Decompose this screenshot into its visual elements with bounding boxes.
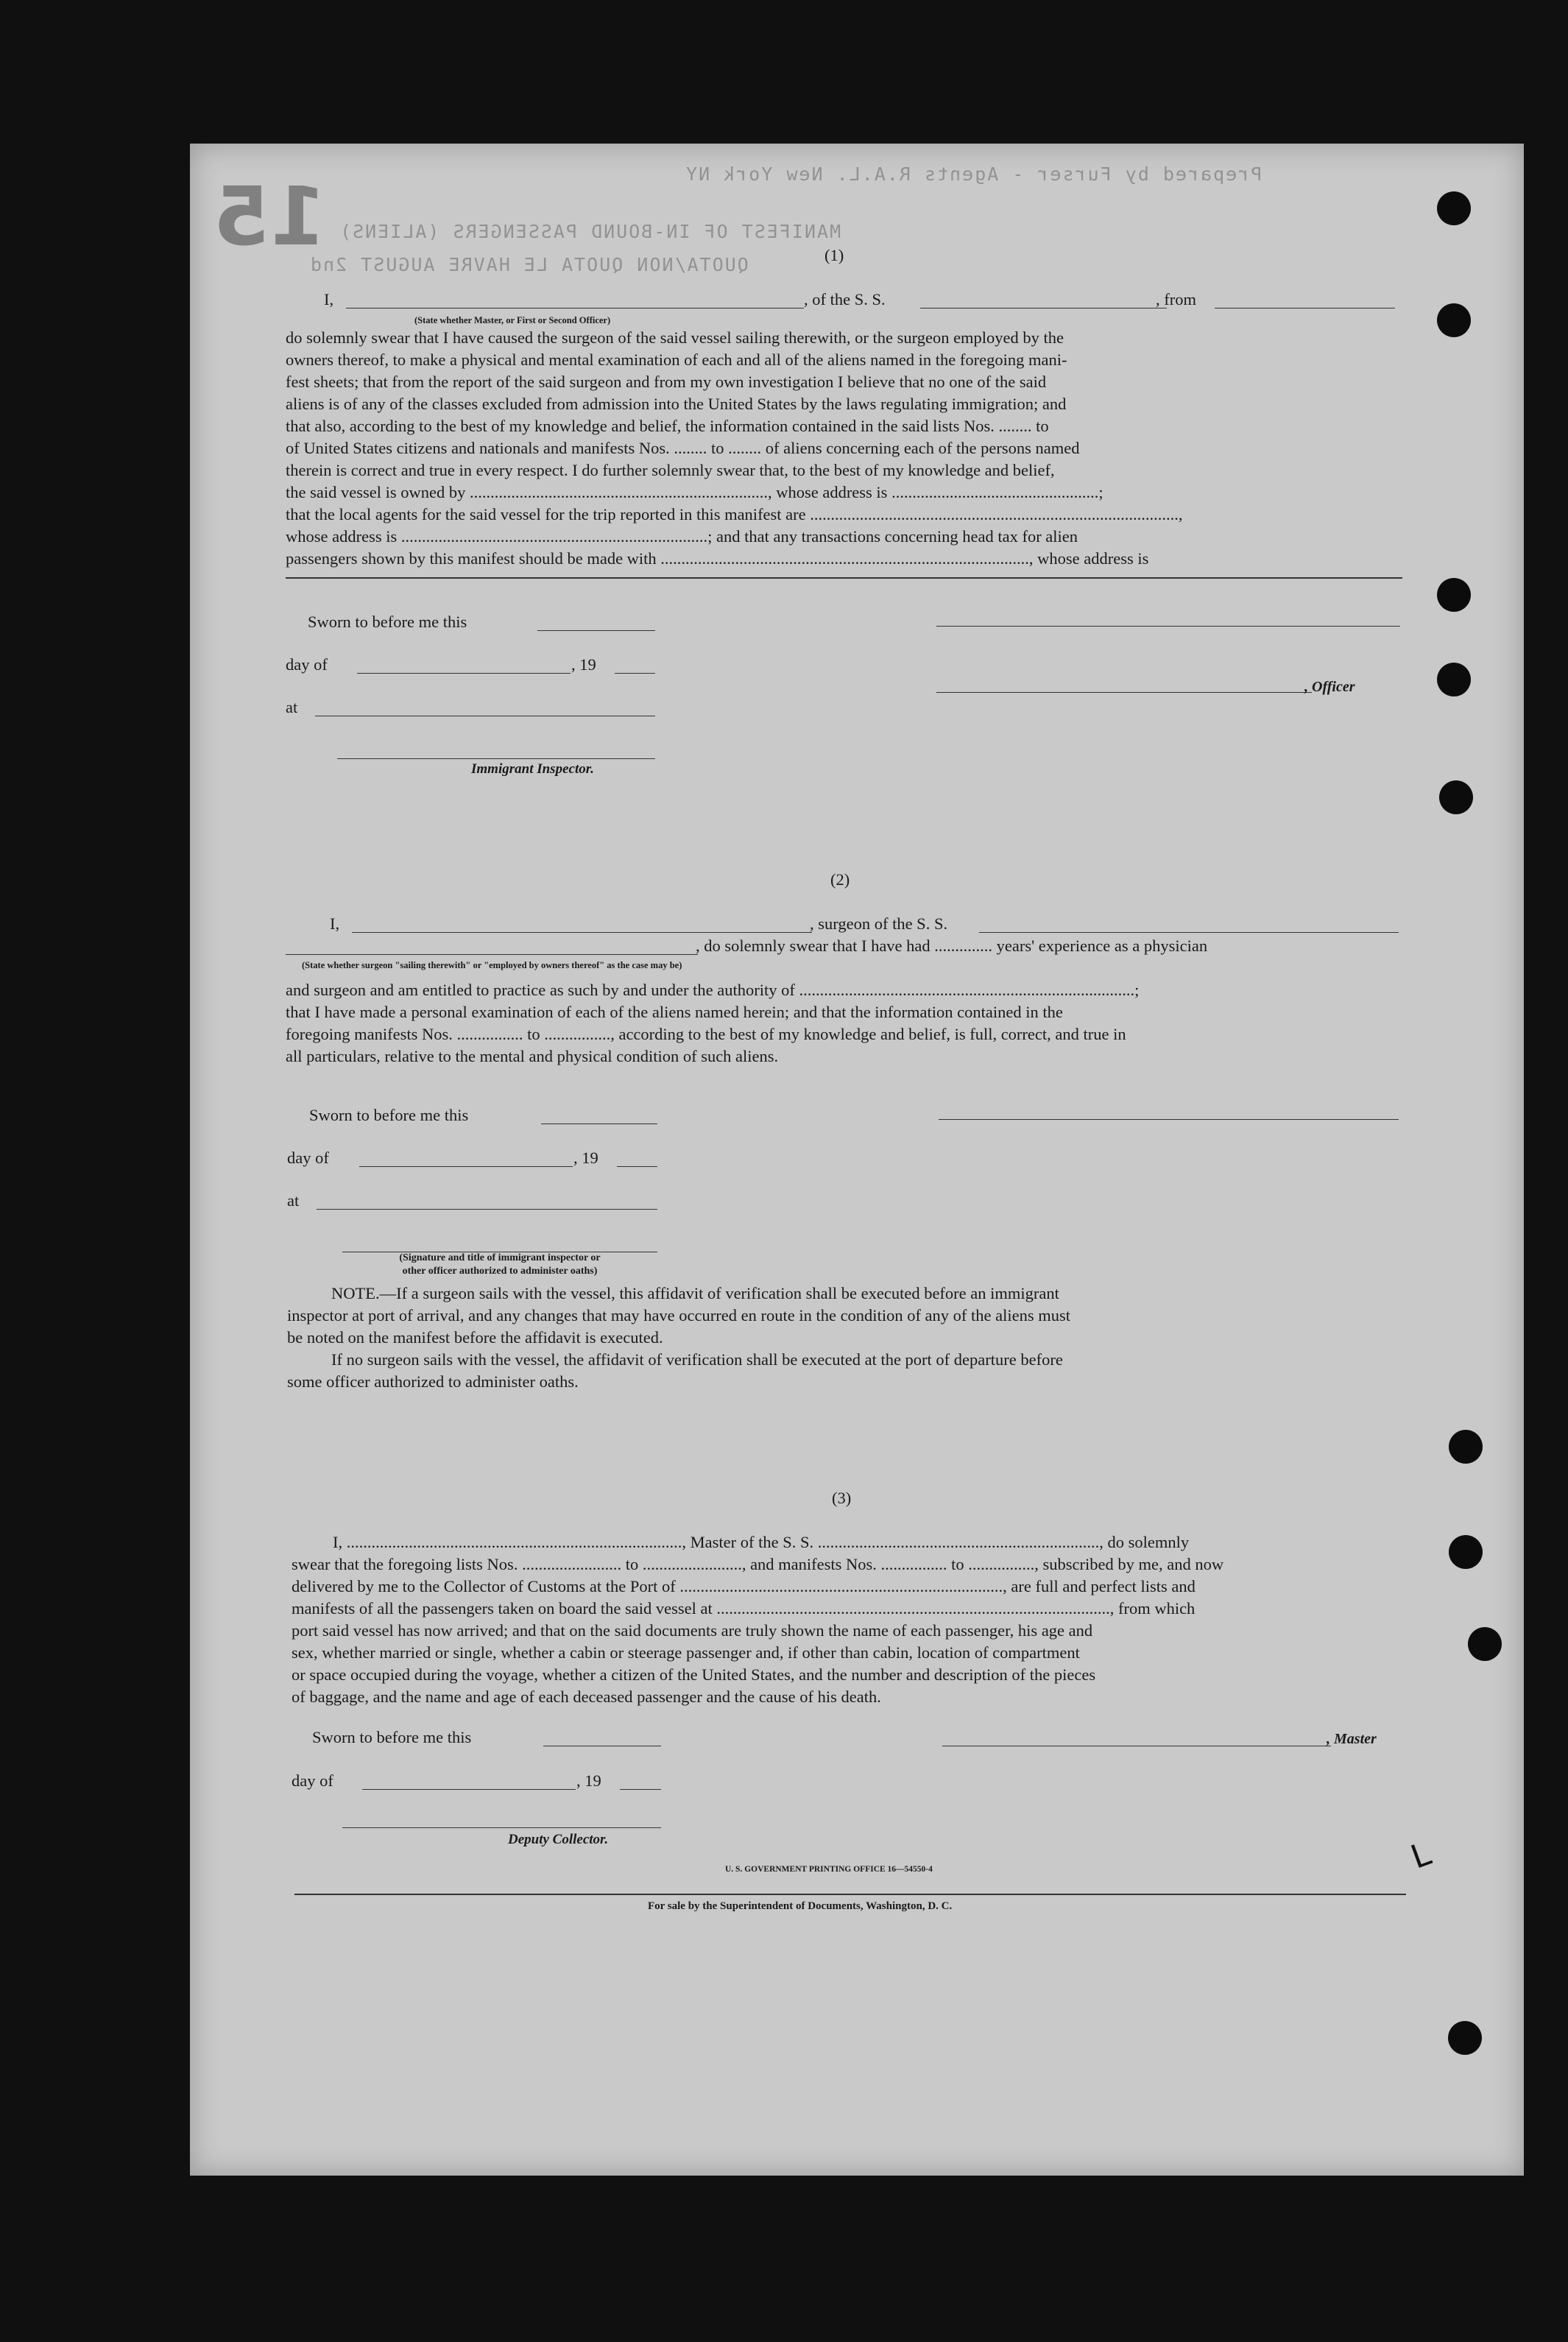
section-2-surgeon: , surgeon of the S. S. [810, 914, 948, 933]
section-2-year: , 19 [573, 1149, 598, 1167]
day-of-line [359, 1166, 573, 1167]
section-1-day-of: day of [286, 655, 328, 674]
punch-hole [1437, 303, 1471, 337]
section-3-line1: I, ................................................................................., Master of the S. S. ...................................................................., do solemnly [333, 1533, 1190, 1551]
surgeon-signature-line [939, 1119, 1399, 1120]
year-line [617, 1166, 657, 1167]
paragraph-line: fest sheets; that from the report of the said surgeon and from my own investigation I believe that no one of the said [286, 373, 1047, 391]
paragraph-line: of United States citizens and nationals and manifests Nos. ........ to ........ of aliens concerning each of the persons named [286, 439, 1080, 457]
punch-hole [1437, 663, 1471, 696]
sig-hint-2: other officer authorized to administer oaths) [402, 1266, 598, 1277]
surgeon-hint: (State whether surgeon "sailing therewith" or "employed by owners thereof" as the case may be) [302, 960, 682, 970]
section-2-sworn: Sworn to before me this [309, 1106, 469, 1124]
paragraph-line: therein is correct and true in every respect. I do further solemnly swear that, to the best of my knowledge and belief, [286, 461, 1055, 479]
officer-label: , Officer [1304, 679, 1355, 695]
paragraph-line: swear that the foregoing lists Nos. ........................ to ........................, and manifests Nos. ................ to ................, subscribed by me, and now [292, 1555, 1224, 1573]
paragraph-line: that the local agents for the said vessel for the trip reported in this manifest are ........................................................................................., [286, 505, 1183, 523]
paragraph-line: or space occupied during the voyage, whether a citizen of the United States, and the number and description of the pieces [292, 1665, 1096, 1684]
section-1-year: , 19 [571, 655, 596, 674]
paragraph-line: and surgeon and am entitled to practice as such by and under the authority of .................................................................................; [286, 981, 1140, 999]
paragraph-line: sex, whether married or single, whether a cabin or steerage passenger and, if other than cabin, location of compartment [292, 1643, 1080, 1662]
section-3-sworn: Sworn to before me this [312, 1728, 472, 1746]
section-2-line2: , do solemnly swear that I have had .............. years' experience as a physician [696, 937, 1208, 955]
section-2-i: I, [330, 914, 340, 933]
note-line: some officer authorized to administer oaths. [287, 1372, 579, 1391]
section-2-number: (2) [830, 870, 850, 889]
note-line: be noted on the manifest before the affidavit is executed. [287, 1328, 663, 1347]
sale-notice: For sale by the Superintendent of Documents, Washington, D. C. [648, 1900, 953, 1912]
paragraph-line: delivered by me to the Collector of Customs at the Port of .............................................................................., are full and perfect lists and [292, 1577, 1196, 1595]
punch-hole [1437, 578, 1471, 612]
paragraph-line: manifests of all the passengers taken on board the said vessel at ..............................................................................................., from which [292, 1599, 1196, 1618]
paragraph-line: that I have made a personal examination of each of the aliens named herein; and that the information contained in the [286, 1003, 1063, 1021]
bleedthrough-port-line: QUOTA/NON QUOTA LE HAVRE AUGUST 2nd [309, 254, 749, 275]
paragraph-line: do solemnly swear that I have caused the surgeon of the said vessel sailing therewith, or the surgeon employed by the [286, 328, 1064, 347]
punch-hole [1448, 2021, 1482, 2055]
section-1-at: at [286, 698, 298, 716]
punch-hole [1439, 780, 1473, 814]
punch-hole [1468, 1627, 1502, 1661]
surgeon-ship-line [979, 932, 1399, 933]
year-line [620, 1789, 661, 1790]
note-line: If no surgeon sails with the vessel, the affidavit of verification shall be executed at the port of departure before [331, 1350, 1063, 1369]
section-3-day-of: day of [292, 1771, 333, 1790]
paragraph-line: all particulars, relative to the mental and physical condition of such aliens. [286, 1047, 779, 1065]
note-line: NOTE.—If a surgeon sails with the vessel, this affidavit of verification shall be executed before an immigrant [331, 1284, 1059, 1302]
punch-hole [1449, 1535, 1483, 1569]
deputy-collector-label: Deputy Collector. [508, 1832, 609, 1847]
punch-hole [1449, 1430, 1483, 1464]
section-2-at: at [287, 1191, 300, 1210]
master-label: , Master [1327, 1731, 1377, 1747]
bleedthrough-stamp-number: 15 [213, 169, 327, 264]
surgeon-name-line [352, 932, 812, 933]
section-1-from: , from [1156, 290, 1196, 308]
immigrant-inspector-label: Immigrant Inspector. [471, 761, 594, 777]
bleedthrough-manifest: MANIFEST OF IN-BOUND PASSENGERS (ALIENS) [339, 221, 841, 242]
pencil-mark-icon: ᒪ [1406, 1835, 1436, 1877]
section-1-i: I, [324, 290, 334, 308]
day-of-line [362, 1789, 576, 1790]
section-1-of-ss: , of the S. S. [804, 290, 886, 308]
paragraph-line: aliens is of any of the classes excluded from admission into the United States by the laws regulating immigration; and [286, 395, 1067, 413]
section-3-year: , 19 [576, 1771, 601, 1790]
officer-signature-line [936, 626, 1400, 627]
paragraph-line: that also, according to the best of my knowledge and belief, the information contained in the said lists Nos. ........ to [286, 417, 1049, 435]
section-1-divider [286, 577, 1402, 579]
at-line [317, 1209, 657, 1210]
sworn-date-line [537, 630, 655, 631]
year-line [615, 673, 655, 674]
section-2-day-of: day of [287, 1149, 329, 1167]
bleedthrough-header: Prepared by Furser - Agents R.A.L. New York NY [685, 163, 1262, 185]
paragraph-line: passengers shown by this manifest should be made with ........................................................................................., whose address is [286, 549, 1149, 568]
paragraph-line: owners thereof, to make a physical and mental examination of each and all of the aliens named in the foregoing mani- [286, 350, 1067, 369]
title-hint: (State whether Master, or First or Second Officer) [414, 315, 611, 325]
day-of-line [357, 673, 571, 674]
gpo-imprint: U. S. GOVERNMENT PRINTING OFFICE 16—54550-4 [725, 1865, 933, 1874]
note-line: inspector at port of arrival, and any changes that may have occurred en route in the condition of any of the aliens must [287, 1306, 1071, 1325]
section-1-number: (1) [824, 246, 844, 264]
section-3-number: (3) [832, 1489, 852, 1507]
paragraph-line: whose address is ..........................................................................; and that any transactions concerning head tax for alien [286, 527, 1078, 546]
paragraph-line: foregoing manifests Nos. ................ to ................, according to the best of my knowledge and belief, is full, correct, and true in [286, 1025, 1126, 1043]
punch-hole [1437, 191, 1471, 225]
paragraph-line: the said vessel is owned by ........................................................................, whose address is ..................................................; [286, 483, 1103, 501]
sig-hint-1: (Signature and title of immigrant inspector or [399, 1252, 601, 1263]
section-1-sworn: Sworn to before me this [308, 613, 467, 631]
officer-line [936, 692, 1312, 693]
paragraph-line: of baggage, and the name and age of each deceased passenger and the cause of his death. [292, 1687, 881, 1706]
paragraph-line: port said vessel has now arrived; and that on the said documents are truly shown the name of each passenger, his age and [292, 1621, 1093, 1640]
collector-signature-line [342, 1827, 661, 1828]
